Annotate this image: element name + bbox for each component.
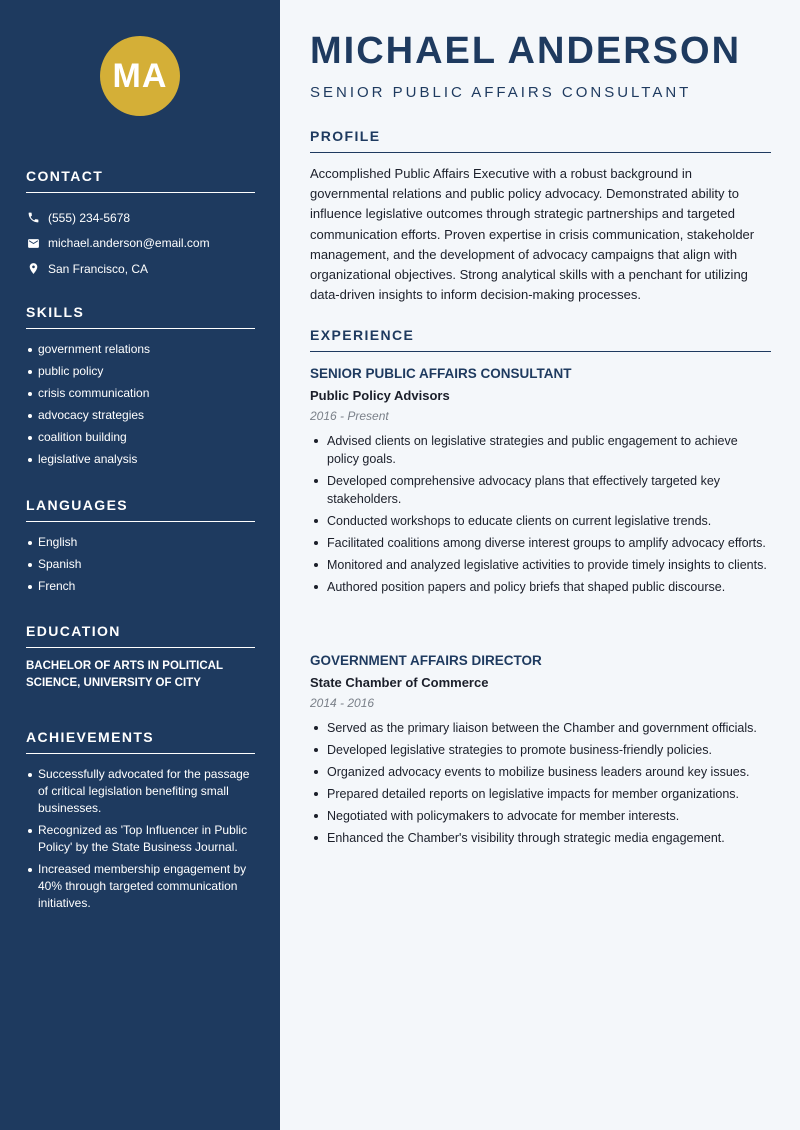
achievements-section [26, 729, 255, 917]
skills-section [26, 304, 255, 473]
contact-phone-text: (555) 234-5678 [48, 210, 131, 225]
experience-section [310, 327, 771, 352]
avatar-initials: MA [112, 56, 168, 95]
job-company: Public Policy Advisors [310, 388, 450, 403]
job-bullet: Monitored and analyzed legislative activities to provide timely insights to clients. [310, 556, 771, 574]
achievements-list [26, 766, 255, 912]
job-bullet: Developed comprehensive advocacy plans that effectively targeted key stakeholders. [310, 472, 771, 508]
job-bullet: Advised clients on legislative strategies and public engagement to achieve policy goals. [310, 432, 771, 468]
education-section [26, 623, 255, 692]
skill-item: government relations [26, 341, 255, 358]
job-title: GOVERNMENT AFFAIRS DIRECTOR [310, 653, 542, 668]
email-icon [26, 236, 40, 250]
skill-item: crisis communication [26, 385, 255, 402]
skills-list [26, 341, 255, 468]
job-bullet: Facilitated coalitions among diverse interest groups to amplify advocacy efforts. [310, 534, 771, 552]
job-bullet: Prepared detailed reports on legislative impacts for member organizations. [310, 785, 771, 803]
job-dates: 2016 - Present [310, 409, 389, 423]
language-item: French [26, 578, 255, 595]
job-title: SENIOR PUBLIC AFFAIRS CONSULTANT [310, 366, 572, 381]
job-company: State Chamber of Commerce [310, 675, 489, 690]
achievement-item: Recognized as 'Top Influencer in Public Policy' by the State Business Journal. [26, 822, 255, 856]
languages-section [26, 497, 255, 600]
education-degree: BACHELOR OF ARTS IN POLITICAL SCIENCE, UNIVERSITY OF CITY [26, 660, 223, 689]
skill-item: advocacy strategies [26, 407, 255, 424]
skill-item: coalition building [26, 429, 255, 446]
skills-heading: SKILLS [26, 304, 255, 329]
profile-heading: PROFILE [310, 128, 771, 153]
education-heading: EDUCATION [26, 623, 255, 648]
skill-item: public policy [26, 363, 255, 380]
profile-text: Accomplished Public Affairs Executive with a robust background in governmental relations and public policy advocacy. Demonstrated ability to influence legislative outcomes through strategic partnerships and targeted communication efforts. Proven expertise in crisis communication, stakeholder management, and the development of advocacy campaigns that align with organizational objectives. Strong analytical skills with a penchant for utilizing data-driven insights to inform decision-making processes. [310, 166, 755, 303]
job-bullet: Organized advocacy events to mobilize business leaders around key issues. [310, 763, 771, 781]
languages-heading: LANGUAGES [26, 497, 255, 522]
skill-item: legislative analysis [26, 451, 255, 468]
job-bullet: Enhanced the Chamber's visibility through strategic media engagement. [310, 829, 771, 847]
contact-heading: CONTACT [26, 168, 255, 193]
languages-list [26, 534, 255, 595]
candidate-name: MICHAEL ANDERSON [310, 30, 742, 72]
achievement-item: Successfully advocated for the passage of critical legislation benefiting small businesses. [26, 766, 255, 817]
language-item: English [26, 534, 255, 551]
location-pin-icon [26, 262, 40, 276]
avatar [100, 36, 180, 116]
job-bullet: Authored position papers and policy briefs that shaped public discourse. [310, 578, 771, 596]
contact-location [26, 256, 255, 282]
job-bullet: Developed legislative strategies to promote business-friendly policies. [310, 741, 771, 759]
contact-email-text: michael.anderson@email.com [48, 236, 210, 251]
experience-heading: EXPERIENCE [310, 327, 771, 352]
job-bullet-list [310, 432, 771, 596]
achievements-heading: ACHIEVEMENTS [26, 729, 255, 754]
candidate-title: SENIOR PUBLIC AFFAIRS CONSULTANT [310, 84, 692, 101]
job-entry [310, 653, 771, 851]
job-bullet-list [310, 719, 771, 847]
job-bullet: Conducted workshops to educate clients on current legislative trends. [310, 512, 771, 530]
job-bullet: Negotiated with policymakers to advocate for member interests. [310, 807, 771, 825]
contact-section [26, 168, 255, 282]
job-bullet: Served as the primary liaison between the Chamber and government officials. [310, 719, 771, 737]
contact-list [26, 205, 255, 282]
contact-phone [26, 205, 255, 231]
sidebar [0, 0, 280, 1130]
profile-section [310, 128, 771, 305]
job-dates: 2014 - 2016 [310, 696, 375, 710]
achievement-item: Increased membership engagement by 40% through targeted communication initiatives. [26, 861, 255, 912]
contact-location-text: San Francisco, CA [48, 261, 149, 276]
contact-email [26, 231, 255, 257]
job-entry [310, 366, 771, 600]
language-item: Spanish [26, 556, 255, 573]
phone-icon [26, 211, 40, 225]
